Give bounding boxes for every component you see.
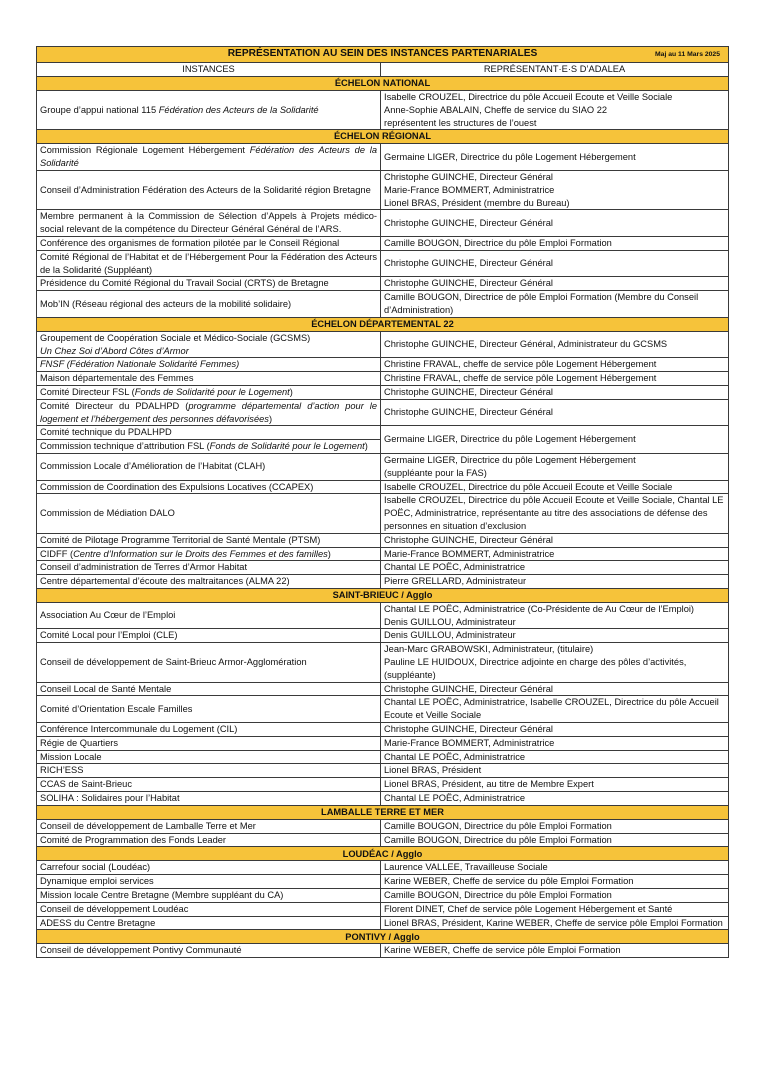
instance-text: Conférence des organismes de formation pilotée par le Conseil Régional: [40, 237, 340, 248]
representant-text: (suppléante pour la FAS): [384, 467, 487, 478]
section-title: LOUDÉAC / Agglo: [37, 847, 729, 861]
instance-text: Commission Régionale Logement Hébergement Fédération des Acteurs de la Solidarité: [40, 145, 377, 169]
instance-text: Conseil de développement Pontivy Communauté: [40, 945, 242, 956]
instance-cell: [37, 902, 381, 916]
representant-text: Laurence VALLEE, Travailleuse Sociale: [384, 862, 548, 873]
instance-cell: [37, 372, 381, 386]
instance-cell: [37, 561, 381, 575]
instance-text: Régie de Quartiers: [40, 737, 119, 748]
representant-text: Christine FRAVAL, cheffe de service pôle Logement Hébergement: [384, 359, 657, 370]
representant-cell: [381, 480, 729, 494]
instance-cell: [37, 736, 381, 750]
table-row: [37, 736, 729, 750]
instance-text: Membre permanent à la Commission de Sélection d’Appels à Projets médico-social relevant de la compétence du Directeur Général Général de l’ARS.: [40, 211, 377, 235]
representant-cell: [381, 385, 729, 399]
instance-text: Conseil d’administration de Terres d’Armor Habitat: [40, 562, 248, 573]
representant-text: Germaine LIGER, Directrice du pôle Logement Hébergement: [384, 151, 636, 162]
representant-text: Camille BOUGON, Directrice du pôle Emploi Formation: [384, 834, 612, 845]
instance-cell: [37, 494, 381, 533]
representant-cell: [381, 682, 729, 696]
table-row: [37, 250, 729, 277]
instance-text: Comité Régional de l’Habitat et de l’Hébergement Pour la Fédération des Acteurs de la Solidarité (Suppléant): [40, 251, 377, 275]
table-row: [37, 916, 729, 930]
representant-text: Chantal LE POËC, Administratrice: [384, 751, 526, 762]
instance-text: Groupe d’appui national 115 Fédération des Acteurs de la Solidarité: [40, 104, 319, 115]
instance-cell: [37, 819, 381, 833]
section-title: LAMBALLE TERRE ET MER: [37, 805, 729, 819]
section-header: [37, 130, 729, 144]
instance-cell: [37, 533, 381, 547]
representant-text: Christophe GUINCHE, Directeur Général: [384, 171, 553, 182]
representant-text: Chantal LE POËC, Administratrice: [384, 562, 526, 573]
representant-cell: [381, 291, 729, 318]
column-header-instances: INSTANCES: [37, 63, 381, 77]
instance-cell: [37, 723, 381, 737]
instance-cell: [37, 602, 381, 629]
instance-text: Présidence du Comité Régional du Travail Social (CRTS) de Bretagne: [40, 278, 329, 289]
representant-cell: [381, 643, 729, 682]
representant-cell: [381, 250, 729, 277]
representant-text: Isabelle CROUZEL, Directrice du pôle Accueil Ecoute et Veille Sociale, Chantal LE POËC, Administratrice, représentante au titre des associations de défense des personnes en situation d’exclusion: [384, 495, 724, 531]
instance-cell: [37, 291, 381, 318]
instance-cell: [37, 750, 381, 764]
section-header: [37, 847, 729, 861]
instance-text: Conseil de développement de Lamballe Terre et Mer: [40, 820, 256, 831]
instance-cell: [37, 861, 381, 875]
instance-text: Maison départementale des Femmes: [40, 373, 194, 384]
instance-text: Commission technique d’attribution FSL (Fonds de Solidarité pour le Logement): [40, 441, 368, 452]
table-row: [37, 385, 729, 399]
representant-text: Christophe GUINCHE, Directeur Général: [384, 683, 553, 694]
instance-cell: [37, 91, 381, 130]
column-header-representants: REPRÉSENTANT·E·S D’ADALEA: [381, 63, 729, 77]
instance-text: Commission de Coordination des Expulsions Locatives (CCAPEX): [40, 481, 314, 492]
instance-text: Conseil de développement de Saint-Brieuc Armor-Agglomération: [40, 657, 307, 668]
representant-cell: [381, 736, 729, 750]
table-row: [37, 331, 729, 358]
instance-text: Dynamique emploi services: [40, 876, 154, 887]
representant-text: Denis GUILLOU, Administrateur: [384, 616, 516, 627]
representant-cell: [381, 561, 729, 575]
instance-cell: [37, 170, 381, 209]
table-row: [37, 91, 729, 130]
instance-text: Groupement de Coopération Sociale et Médico-Sociale (GCSMS): [40, 332, 311, 343]
representant-text: Lionel BRAS, Président, Karine WEBER, Cheffe de service pôle Emploi Formation: [384, 917, 723, 928]
representant-text: Pauline LE HUIDOUX, Directrice adjointe en charge des pôles d’activités, (suppléante): [384, 657, 687, 680]
instance-text: FNSF (Fédération Nationale Solidarité Femmes): [40, 359, 240, 370]
instance-cell: [37, 875, 381, 889]
representant-text: Anne-Sophie ABALAIN, Cheffe de service du SIAO 22: [384, 104, 608, 115]
representant-text: représentent les structures de l’ouest: [384, 117, 537, 128]
instance-cell: [37, 916, 381, 930]
instance-cell: [37, 682, 381, 696]
instance-text: Mob’IN (Réseau régional des acteurs de la mobilité solidaire): [40, 298, 292, 309]
representant-text: Karine WEBER, Cheffe de service pôle Emploi Formation: [384, 945, 621, 956]
table-row: [37, 480, 729, 494]
section-title: PONTIVY / Agglo: [37, 930, 729, 944]
representant-cell: [381, 91, 729, 130]
representant-cell: [381, 331, 729, 358]
instance-cell: [37, 643, 381, 682]
representant-text: Germaine LIGER, Directrice du pôle Logement Hébergement: [384, 454, 636, 465]
representant-text: Marie-France BOMMERT, Administratrice: [384, 184, 555, 195]
representant-cell: [381, 916, 729, 930]
table-row: [37, 643, 729, 682]
instance-cell: [37, 944, 381, 958]
representant-text: Denis GUILLOU, Administrateur: [384, 630, 516, 641]
representant-text: Lionel BRAS, Président: [384, 765, 482, 776]
representant-cell: [381, 399, 729, 426]
table-row: [37, 875, 729, 889]
representant-cell: [381, 494, 729, 533]
table-row: [37, 533, 729, 547]
representant-text: Chantal LE POËC, Administratrice: [384, 793, 526, 804]
table-row: [37, 723, 729, 737]
section-title: ÉCHELON NATIONAL: [37, 77, 729, 91]
title-row: [37, 47, 729, 63]
instance-cell: [37, 250, 381, 277]
representant-cell: [381, 778, 729, 792]
representation-table: [36, 46, 729, 958]
title-cell: [37, 47, 729, 63]
instance-text: Commission Locale d’Amélioration de l’Habitat (CLAH): [40, 461, 266, 472]
table-row: [37, 170, 729, 209]
representant-text: Christophe GUINCHE, Directeur Général: [384, 258, 553, 269]
table-row: [37, 358, 729, 372]
instance-cell: [37, 547, 381, 561]
instance-text: Comité d’Orientation Escale Familles: [40, 703, 193, 714]
instance-text: Conférence Intercommunale du Logement (CIL): [40, 724, 238, 735]
representant-cell: [381, 575, 729, 589]
table-row: [37, 494, 729, 533]
table-row: [37, 372, 729, 386]
table-row: [37, 547, 729, 561]
representant-cell: [381, 144, 729, 171]
table-row: [37, 902, 729, 916]
table-row: [37, 629, 729, 643]
instance-cell: [37, 629, 381, 643]
update-note: Maj au 11 Mars 2025: [655, 51, 720, 58]
instance-text: Un Chez Soi d’Abord Côtes d’Armor: [40, 345, 189, 356]
representant-cell: [381, 533, 729, 547]
representant-text: Chantal LE POËC, Administratrice, Isabelle CROUZEL, Directrice du pôle Accueil Ecoute et Veille Sociale: [384, 697, 719, 721]
table-row: [37, 575, 729, 589]
instance-text: Centre départemental d’écoute des maltraitances (ALMA 22): [40, 576, 290, 587]
table-row: [37, 453, 729, 480]
representant-cell: [381, 629, 729, 643]
representant-cell: [381, 861, 729, 875]
representant-cell: [381, 236, 729, 250]
table-row: [37, 764, 729, 778]
table-row: [37, 861, 729, 875]
table-row: [37, 291, 729, 318]
section-title: SAINT-BRIEUC / Agglo: [37, 588, 729, 602]
representant-text: Christine FRAVAL, cheffe de service pôle Logement Hébergement: [384, 373, 657, 384]
representant-text: Lionel BRAS, Président, au titre de Membre Expert: [384, 779, 594, 790]
representant-cell: [381, 372, 729, 386]
instance-text: Conseil d’Administration Fédération des Acteurs de la Solidarité région Bretagne: [40, 184, 371, 195]
table-row: [37, 889, 729, 903]
instance-text: Comité Directeur FSL (Fonds de Solidarité pour le Logement): [40, 386, 293, 397]
instance-text: ADESS du Centre Bretagne: [40, 917, 156, 928]
section-header: [37, 77, 729, 91]
section-header: [37, 588, 729, 602]
instance-text: RICH’ESS: [40, 765, 84, 776]
representant-cell: [381, 277, 729, 291]
representant-cell: [381, 723, 729, 737]
representant-cell: [381, 453, 729, 480]
table-row: [37, 750, 729, 764]
representant-text: Florent DINET, Chef de service pôle Logement Hébergement et Santé: [384, 903, 673, 914]
representant-text: Christophe GUINCHE, Directeur Général: [384, 407, 553, 418]
representant-cell: [381, 547, 729, 561]
representant-text: Isabelle CROUZEL, Directrice du pôle Accueil Ecoute et Veille Sociale: [384, 481, 673, 492]
section-header: [37, 317, 729, 331]
instance-text: CIDFF (Centre d’Information sur le Droits des Femmes et des familles): [40, 548, 331, 559]
table-row: [37, 426, 729, 440]
instance-cell: [37, 889, 381, 903]
table-row: [37, 833, 729, 847]
document-title: REPRÉSENTATION AU SEIN DES INSTANCES PARTENARIALES: [227, 48, 538, 60]
instance-text: Comité de Pilotage Programme Territorial de Santé Mentale (PTSM): [40, 534, 321, 545]
representant-text: Jean-Marc GRABOWSKI, Administrateur, (titulaire): [384, 644, 594, 655]
representant-cell: [381, 426, 729, 454]
table-row: [37, 277, 729, 291]
table-row: [37, 819, 729, 833]
instance-text: Comité Local pour l’Emploi (CLE): [40, 630, 178, 641]
representant-text: Christophe GUINCHE, Directeur Général: [384, 278, 553, 289]
representant-text: Marie-France BOMMERT, Administratrice: [384, 548, 555, 559]
representant-cell: [381, 170, 729, 209]
representant-text: Camille BOUGON, Directrice de pôle Emploi Formation (Membre du Conseil d’Administration): [384, 292, 699, 315]
table-row: [37, 144, 729, 171]
representant-text: Camille BOUGON, Directrice du pôle Emploi Formation: [384, 820, 612, 831]
section-header: [37, 805, 729, 819]
instance-cell: [37, 277, 381, 291]
section-title: ÉCHELON RÉGIONAL: [37, 130, 729, 144]
instance-text: Association Au Cœur de l’Emploi: [40, 610, 176, 621]
column-header-row: [37, 63, 729, 77]
representant-text: Germaine LIGER, Directrice du pôle Logement Hébergement: [384, 434, 636, 445]
representant-text: Pierre GRELLARD, Administrateur: [384, 576, 527, 587]
representant-cell: [381, 833, 729, 847]
representant-text: Camille BOUGON, Directrice du pôle Emploi Formation: [384, 237, 612, 248]
instance-cell: [37, 833, 381, 847]
instance-cell: [37, 358, 381, 372]
representant-text: Chantal LE POËC, Administratrice (Co-Présidente de Au Cœur de l’Emploi): [384, 603, 695, 614]
section-header: [37, 930, 729, 944]
instance-cell: [37, 480, 381, 494]
instance-text: Mission locale Centre Bretagne (Membre suppléant du CA): [40, 890, 284, 901]
table-row: [37, 696, 729, 723]
instance-text: Comité de Programmation des Fonds Leader: [40, 834, 227, 845]
instance-cell: [37, 426, 381, 440]
instance-cell: [37, 385, 381, 399]
representant-cell: [381, 944, 729, 958]
representant-cell: [381, 902, 729, 916]
representant-text: Isabelle CROUZEL, Directrice du pôle Accueil Ecoute et Veille Sociale: [384, 92, 673, 102]
table-row: [37, 682, 729, 696]
representant-text: Christophe GUINCHE, Directeur Général: [384, 534, 553, 545]
instance-text: Conseil Local de Santé Mentale: [40, 683, 172, 694]
representant-text: Christophe GUINCHE, Directeur Général, Administrateur du GCSMS: [384, 339, 668, 350]
instance-cell: [37, 331, 381, 358]
instance-text: CCAS de Saint-Brieuc: [40, 779, 132, 790]
instance-text: Carrefour social (Loudéac): [40, 862, 151, 873]
representant-text: Christophe GUINCHE, Directeur Général: [384, 217, 553, 228]
representant-cell: [381, 358, 729, 372]
representant-cell: [381, 764, 729, 778]
table-row: [37, 236, 729, 250]
table-row: [37, 602, 729, 629]
representant-text: Christophe GUINCHE, Directeur Général: [384, 724, 553, 735]
instance-cell: [37, 399, 381, 426]
representant-text: Lionel BRAS, Président (membre du Bureau): [384, 197, 570, 208]
instance-text: SOLIHA : Solidaires pour l’Habitat: [40, 793, 180, 804]
representant-cell: [381, 792, 729, 806]
representant-text: Christophe GUINCHE, Directeur Général: [384, 386, 553, 397]
instance-cell: [37, 453, 381, 480]
instance-cell: [37, 440, 381, 454]
instance-text: Commission de Médiation DALO: [40, 508, 175, 519]
instance-text: Conseil de développement Loudéac: [40, 903, 189, 914]
instance-cell: [37, 210, 381, 237]
representant-cell: [381, 750, 729, 764]
instance-cell: [37, 792, 381, 806]
representant-cell: [381, 602, 729, 629]
representant-text: Marie-France BOMMERT, Administratrice: [384, 737, 555, 748]
representant-cell: [381, 696, 729, 723]
instance-cell: [37, 144, 381, 171]
instance-text: Comité Directeur du PDALHPD (programme départemental d’action pour le logement et l’hébergement des personnes défavorisées): [40, 400, 377, 424]
instance-cell: [37, 778, 381, 792]
instance-text: Mission Locale: [40, 751, 102, 762]
table-row: [37, 210, 729, 237]
table-row: [37, 561, 729, 575]
representant-text: Karine WEBER, Cheffe de service du pôle Emploi Formation: [384, 876, 634, 887]
representant-cell: [381, 889, 729, 903]
table-row: [37, 399, 729, 426]
instance-cell: [37, 575, 381, 589]
representant-cell: [381, 819, 729, 833]
representant-cell: [381, 210, 729, 237]
instance-text: Comité technique du PDALHPD: [40, 427, 172, 438]
table-row: [37, 944, 729, 958]
table-row: [37, 792, 729, 806]
table-row: [37, 778, 729, 792]
instance-cell: [37, 696, 381, 723]
instance-cell: [37, 764, 381, 778]
section-title: ÉCHELON DÉPARTEMENTAL 22: [37, 317, 729, 331]
representant-text: Camille BOUGON, Directrice du pôle Emploi Formation: [384, 890, 612, 901]
representant-cell: [381, 875, 729, 889]
instance-cell: [37, 236, 381, 250]
